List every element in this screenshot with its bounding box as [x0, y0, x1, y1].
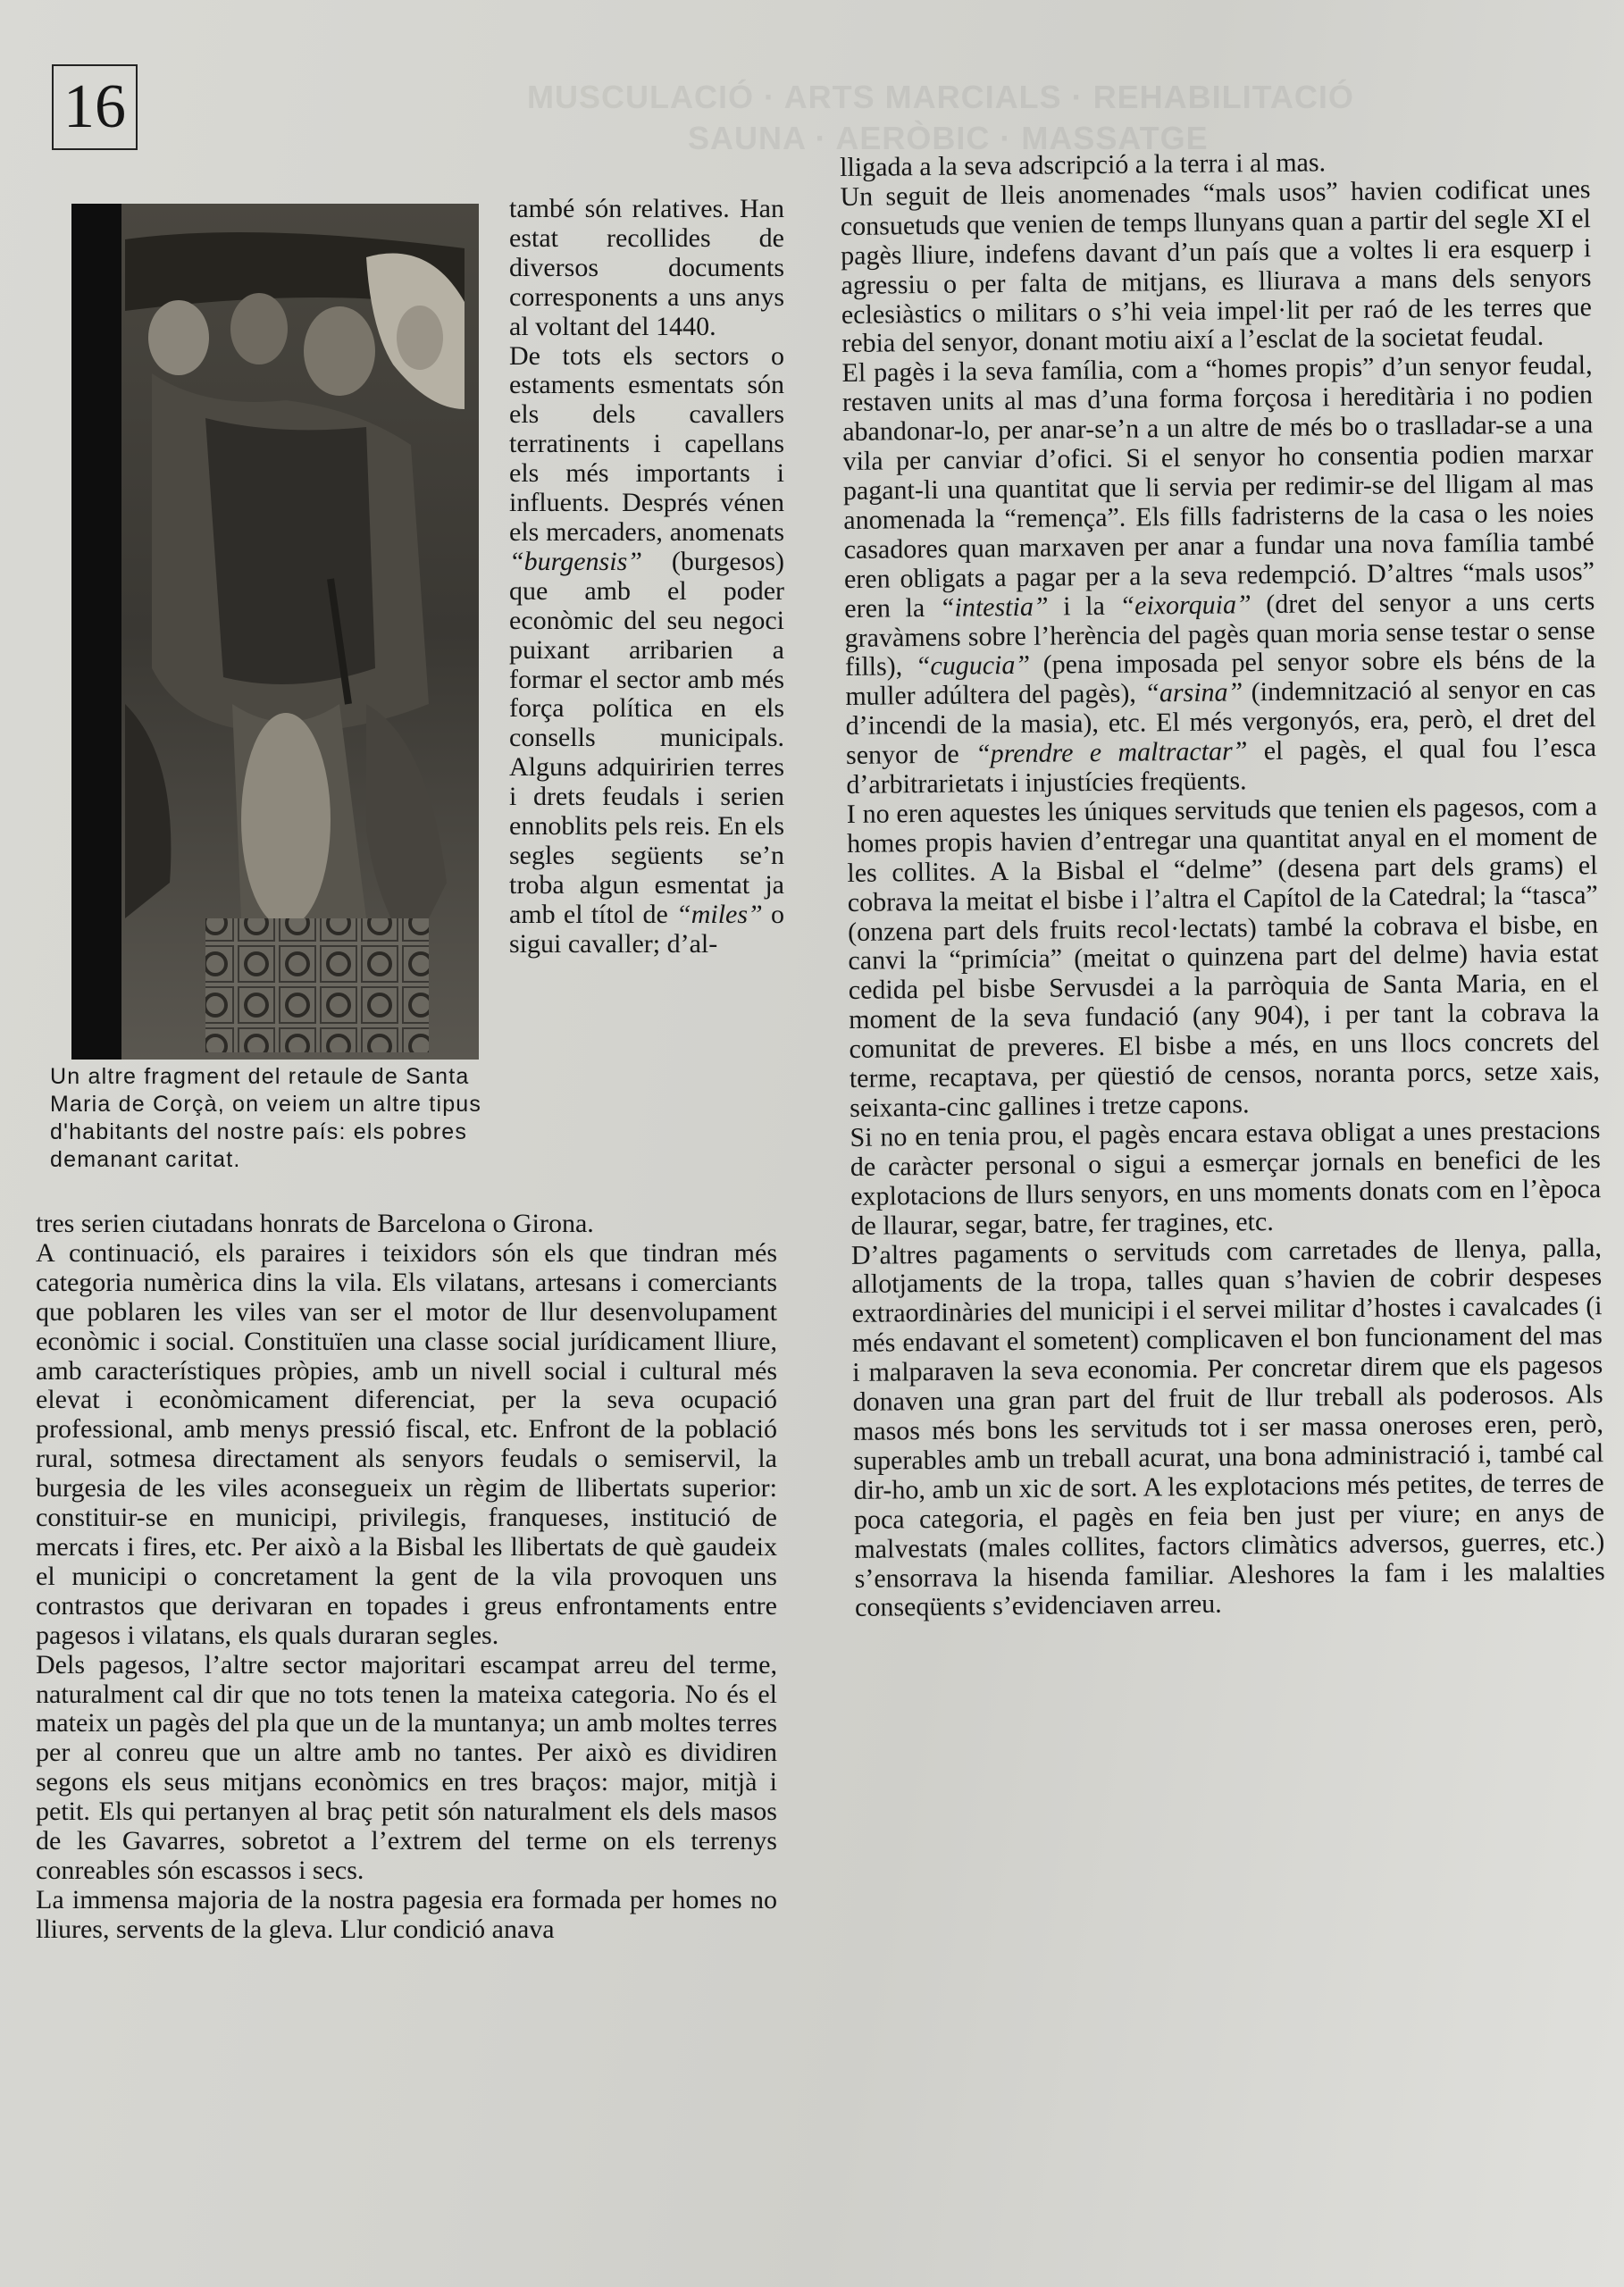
page-number	[52, 64, 138, 150]
paragraph: I no eren aquestes les úniques servituds que tenien els pagesos, com a homes propis havien d’entregar una quantitat anyal en el moment de les collites. A la Bisbal el “delme” (desena part dels grams) el cobrava la meitat el bisbe i l’altra el Capítol de la Catedral; la “tasca” (onzena part dels fruits recol·lectats) també la cobrava el bisbe, en canvi la “primícia” (meitat o quinzena part del delme) havia estat cedida pel bisbe Servusdei a la parròquia de Santa Maria, en el moment de la seva fundació (any 904), i per tant la cobrava la comunitat de preveres. El bisbe a més, en uns llocs concrets del terme, recaptava, per qüestió de censos, noranta porcs, setze xais, seixanta-cinc gallines i tretze capons.	[846, 792, 1600, 1123]
text-run: o sigui cavaller; d’al-	[509, 899, 784, 959]
term-intestia: “intestia”	[939, 591, 1049, 623]
text-run: El pagès i la seva família, com a “homes propis” d’un senyor feudal, restaven units al mas d’una forma forçosa i hereditària i no podien abandonar-lo, per anar-se’n a un altre de més bo o traslladar-se a una vila per canviar d’ofici. Si el senyor ho consentia podien marxar pagant-li una quantitat que li servia per redimir-se del lligam al mas anomenada la “remença”. Els fills fadristerns de la casa o les noies casadores quan marxaven per anar a fundar una nova família també eren obligats a pagar per a la seva redempció. D’altres “mals usos” eren la	[841, 350, 1595, 624]
text-run: i la	[1048, 591, 1120, 622]
text-run: De tots els sectors o estaments esmentats són els dels cavallers terratinents i capellans els més importants i influents. Després vénen els mercaders, anomenats	[509, 340, 784, 547]
retable-painting-image	[71, 204, 479, 1060]
paragraph: Un seguit de lleis anomenades “mals usos” havien codificat unes consuetuds que venien de temps llunyans quan a partir del segle XI el pagès lliure, indefens davant d’un país que a voltes li era esquerp i agressiu o per falta de mitjans, es lliurava a mans dels senyors eclesiàstics o militars o s’hi veia impel·lit per raó de les terres que rebia del senyor, donant motiu així a l’esclat de la societat feudal.	[840, 174, 1593, 359]
paragraph: D’altres pagaments o servituds com carretades de llenya, palla, allotjaments de la tropa, talles quan s’havien de cobrir despeses extraordinàries del municipi i el servei militar d’hostes i cavalcades (i més endavant el sometent) complicaven el bon funcionament del mas i malparaven la seva economia. Per concretar direm que els pagesos donaven una gran part del fruit de llur treball als poderosos. Als masos més bons les servituds tot i ser massa oneroses eren, però, superables amb un treball acurat, una bona administració i, també cal dir-ho, amb un xic de sort. A les explotacions més petites, de terres de poca categoria, el pagès en feia ben just per viure; en anys de malvestats (males collites, factors climàtics adversos, guerres, etc.) s’ensorrava la hisenda familiar. Aleshores la fam i les malalties conseqüents s’evidenciaven arreu.	[850, 1232, 1605, 1623]
term-eixorquia: “eixorquia”	[1119, 589, 1251, 621]
watermark-line: SAUNA · AERÒBIC · MASSATGE	[688, 120, 1209, 156]
paragraph: tres serien ciutadans honrats de Barcelona o Girona.	[36, 1209, 594, 1238]
term-prendre-e-maltractar: “prendre e maltractar”	[975, 736, 1248, 769]
paragraph: A continuació, els paraires i teixidors són els que tindran més categoria numèrica dins la vila. Els vilatans, artesans i comerciants que poblaren les viles van ser el motor de llur desenvolupament econòmic i social. Constituïen una classe social jurídicament lliure, amb característiques pròpies, amb un nivell social i cultural més elevat i econòmicament diferenciat, per la seva ocupació professional, amb menys pressió fiscal, etc. Enfront de la població rural, sotmesa directament als senyors feudals o semiservil, la burgesia de les viles aconsegueix un règim de llibertats superior: constituir-se en municipi, privilegis, franqueses, institució de mercats i fires, etc. Per això a la Bisbal les llibertats de què gaudeix el municipi o concretament la gent de la vila provoquen uns contrastos que derivaran en topades i greus enfrontaments entre pagesos i vilatans, els quals duraran segles.	[36, 1237, 777, 1650]
paragraph: Dels pagesos, l’altre sector majoritari escampat arreu del terme, naturalment cal dir que no tots tenen la mateixa categoria. No és el mateix un pagès del pla que un de la muntanya; un amb moltes terres per al conreu que un altre amb no tantes. Per això es dividiren segons els seus mitjans econòmics en tres braços: major, mitjà i petit. Els qui pertanyen al braç petit són naturalment els dels masos de les Gavarres, sobretot a l’extrem del terme on els terrenys conreables són escassos i secs.	[36, 1649, 777, 1885]
text-run: el pagès, el qual fou l’esca d’arbitrarietats i injustícies freqüents.	[846, 733, 1597, 800]
paragraph	[841, 352, 1596, 800]
paragraph: també són relatives. Han estat recollides de diversos documents corresponents a uns anys al voltant del 1440.	[509, 194, 784, 341]
text-run: (pena imposada pel senyor sobre els béns de la muller adúltera del pagès),	[845, 644, 1596, 712]
retable-photo	[71, 204, 479, 1060]
column-left-narrow	[509, 195, 784, 959]
photo-caption: Un altre fragment del retaule de Santa Maria de Corçà, on veiem un altre tipus d'habitants del nostre país: els pobres demanant caritat.	[50, 1064, 482, 1172]
paragraph	[509, 342, 784, 959]
paragraph: Si no en tenia prou, el pagès encara estava obligat a unes prestacions de caràcter personal o sigui a esmerçar jornals en benefici de les explotacions de llurs senyors, en uns moments donats com en l’època de llaurar, segar, batre, fer tragines, etc.	[850, 1115, 1602, 1241]
text-run: (indemnització al senyor en cas d’incendi de la masia), etc. El més vergonyós, era, però, el dret del senyor de	[845, 674, 1596, 771]
column-left-wide	[36, 1210, 777, 1945]
term-arsina: “arsina”	[1144, 677, 1243, 708]
text-run: (burgesos) que amb el poder econòmic del seu negoci puixant arribarien a formar el sector amb més força política en els consells municipals. Alguns adquiririen terres i drets feudals i serien ennoblits pels reis. En els segles següents se’n troba algun esmentat ja amb el títol de	[509, 546, 784, 929]
column-right	[840, 146, 1605, 1623]
page-number-text: 16	[63, 72, 126, 141]
term-miles: “miles”	[676, 899, 763, 929]
watermark-line: MUSCULACIÓ · ARTS MARCIALS · REHABILITACIÓ	[527, 79, 1354, 115]
term-burgensis: “burgensis”	[509, 546, 642, 576]
term-cugucia: “cugucia”	[915, 650, 1031, 682]
paragraph: lligada a la seva adscripció a la terra i al mas.	[839, 147, 1327, 182]
text-run: (dret del senyor a uns certs gravàmens sobre l’herència del pagès quan moria sense testar o sense fills),	[844, 585, 1595, 683]
paragraph: La immensa majoria de la nostra pagesia era formada per homes no lliures, servents de la gleva. Llur condició anava	[36, 1884, 777, 1944]
